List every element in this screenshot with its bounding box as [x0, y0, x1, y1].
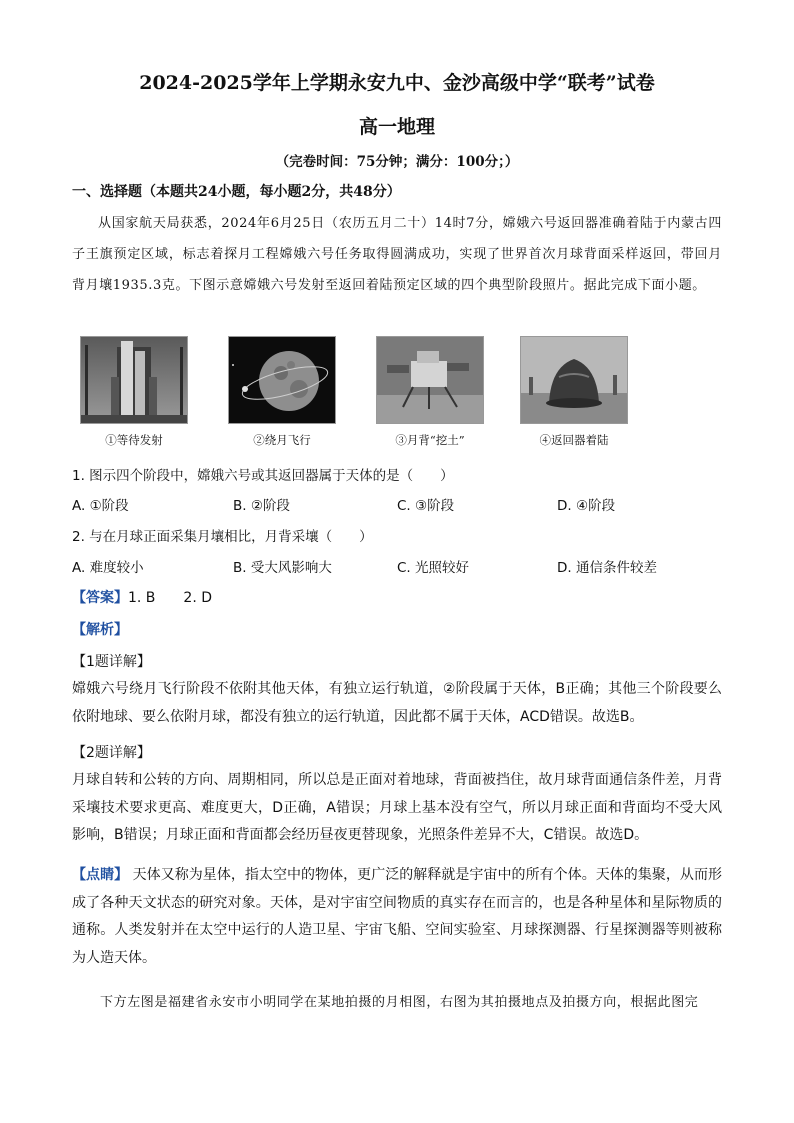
question-2-options	[72, 556, 722, 576]
figure-row	[80, 336, 720, 456]
rocket-launch-photo-icon	[80, 336, 188, 424]
detail-1-text: 嫦娥六号绕月飞行阶段不依附其他天体，有独立运行轨道，②阶段属于天体，B正确；其他三个阶段要么依附地球、要么依附月球，都没有独立的运行轨道，因此都不属于天体，ACD错误。故选B。	[72, 681, 722, 725]
tips-label: 【点睛】	[72, 867, 129, 883]
analysis-label: 【解析】	[72, 622, 128, 638]
figure-4	[520, 336, 628, 448]
question-2-stem: 2. 与在月球正面采集月壤相比，月背采壤（ ）	[72, 529, 373, 545]
option-b[interactable]: B. ②阶段	[233, 498, 290, 514]
figure-1-caption: ①等待发射	[105, 433, 163, 447]
answer-text: 1. B 2. D	[128, 590, 212, 606]
tips-paragraph	[72, 862, 722, 972]
option-c[interactable]: C. 光照较好	[397, 560, 470, 576]
section-heading: 一、选择题（本题共24小题，每小题2分，共48分）	[72, 184, 401, 200]
lunar-orbit-photo-icon	[228, 336, 336, 424]
detail-2-text: 月球自转和公转的方向、周期相同，所以总是正面对着地球，背面被挡住，故月球背面通信条件差，月背采壤技术要求更高、难度更大，D正确，A错误；月球上基本没有空气，所以月球正面和背面均不受大风影响，B错误；月球正面和背面都会经历昼夜更替现象，光照条件差异不大，C错误。故选D。	[72, 772, 722, 843]
exam-info: （完卷时间：75分钟；满分：100分；）	[275, 154, 519, 170]
figure-2-caption: ②绕月飞行	[253, 433, 311, 447]
next-question-intro: 下方左图是福建省永安市小明同学在某地拍摄的月相图，右图为其拍摄地点及拍摄方向，根据此图完	[100, 995, 699, 1010]
figure-3	[376, 336, 484, 448]
question-1-options	[72, 494, 722, 514]
question-1-stem: 1. 图示四个阶段中，嫦娥六号或其返回器属于天体的是（ ）	[72, 468, 454, 484]
answer-label: 【答案】	[72, 590, 128, 606]
option-a[interactable]: A. 难度较小	[72, 560, 144, 576]
analysis-line	[72, 619, 128, 639]
option-d[interactable]: D. 通信条件较差	[557, 560, 657, 576]
lunar-lander-photo-icon	[376, 336, 484, 424]
subject-title: 高一地理	[358, 116, 435, 138]
detail-2-heading: 【2题详解】	[72, 745, 151, 761]
figure-4-caption: ④返回器着陆	[539, 433, 609, 447]
question-intro: 从国家航天局获悉，2024年6月25日（农历五月二十）14时7分，嫦娥六号返回器准确着陆于内蒙古四子王旗预定区域，标志着探月工程嫦娥六号任务取得圆满成功，实现了世界首次月球背面采样返回，带回月背月壤1935.3克。下图示意嫦娥六号发射至返回着陆预定区域的四个典型阶段照片。据此完成下面小题。	[72, 216, 722, 293]
answer-line	[72, 587, 212, 607]
option-b[interactable]: B. 受大风影响大	[233, 560, 332, 576]
option-c[interactable]: C. ③阶段	[397, 498, 455, 514]
option-a[interactable]: A. ①阶段	[72, 498, 129, 514]
tips-text: 天体又称为星体，指太空中的物体，更广泛的解释就是宇宙中的所有个体。天体的集聚，从而形成了各种天文状态的研究对象。天体，是对宇宙空间物质的真实存在而言的，也是各种星体和星际物质的通称。人类发射并在太空中运行的人造卫星、宇宙飞船、空间实验室、月球探测器、行星探测器等则被称为人造天体。	[72, 867, 723, 966]
return-capsule-photo-icon	[520, 336, 628, 424]
exam-title: 2024-2025学年上学期永安九中、金沙高级中学“联考”试卷	[139, 72, 655, 94]
figure-3-caption: ③月背“挖土”	[395, 433, 465, 447]
detail-1-heading: 【1题详解】	[72, 654, 151, 670]
figure-1	[80, 336, 188, 448]
option-d[interactable]: D. ④阶段	[557, 498, 616, 514]
figure-2	[228, 336, 336, 448]
